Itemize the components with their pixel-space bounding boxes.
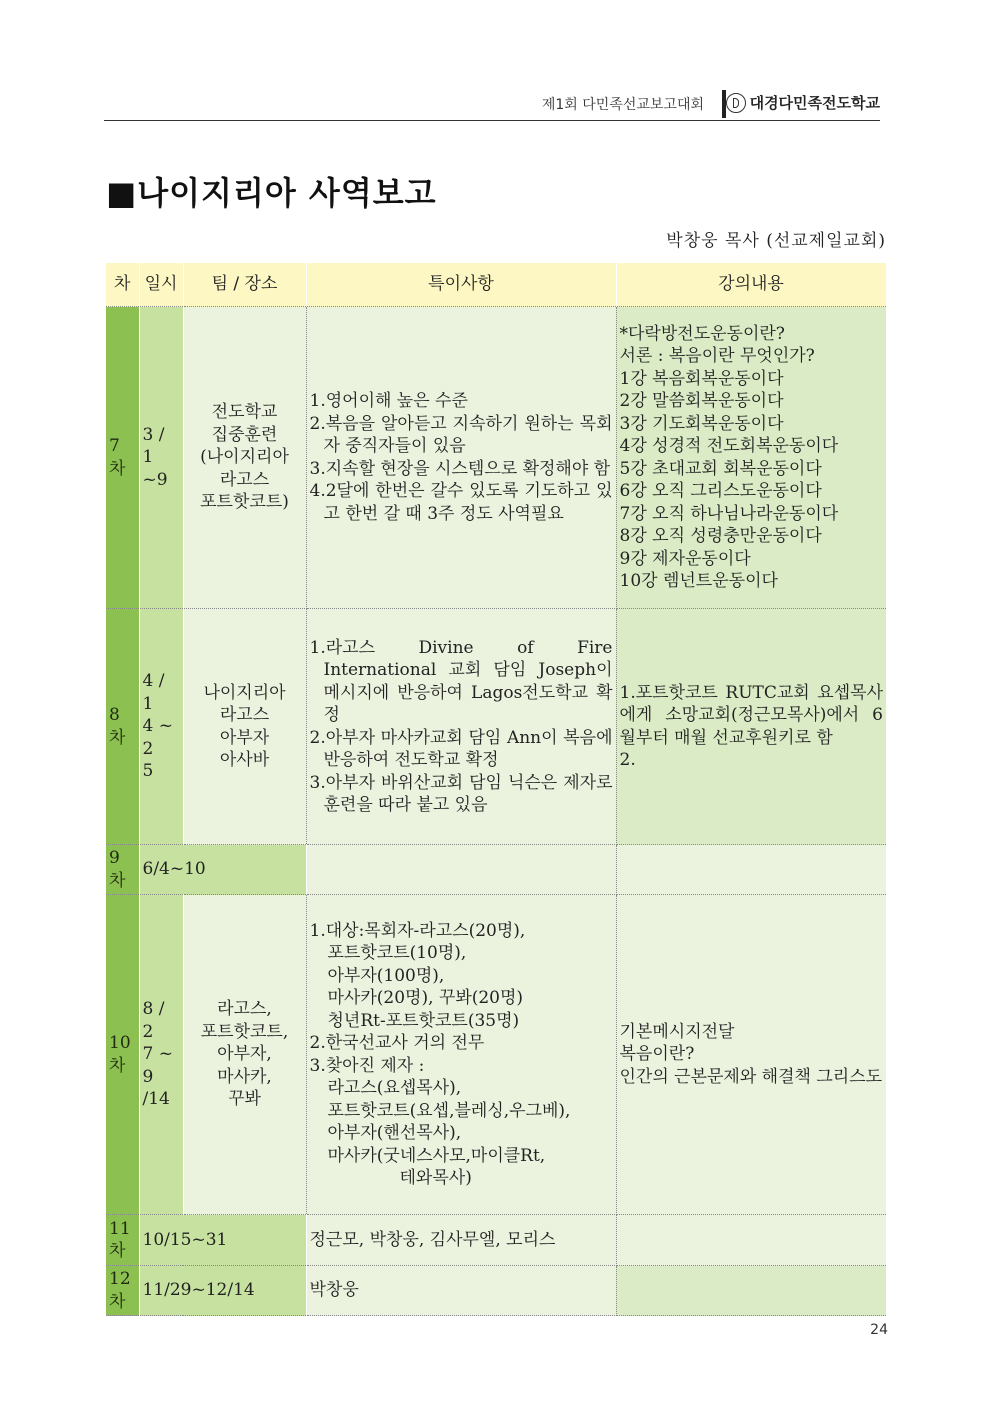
- header-round: 차: [106, 263, 139, 307]
- note-item: 3.찾아진 제자 :: [309, 1055, 425, 1076]
- text-line: (나이지리아: [200, 447, 289, 468]
- notes-cell: [306, 1266, 616, 1316]
- notes-cell: [306, 845, 616, 895]
- notes-cell: [306, 895, 616, 1215]
- school-name: 대경다민족전도학교: [749, 94, 880, 112]
- note-item: 2.아부자 마사카교회 담임 Ann이 복음에 반응하여 전도학교 확정: [309, 727, 613, 770]
- text-line: 차: [109, 1291, 126, 1312]
- lecture-item: 1.포트핫코트 RUTC교회 요셉목사에게 소망교회(정근모목사)에서 6월부터 매월 선교후원키로 함: [619, 682, 883, 748]
- lecture-item: 7강 오직 하나님나라운동이다: [619, 503, 839, 524]
- round-cell: [106, 895, 139, 1215]
- note-item: 마사카(20명), 꾸봐(20명): [327, 988, 524, 1008]
- text-line: 차: [109, 727, 126, 748]
- text-line: 8 / 2: [142, 999, 165, 1042]
- text-line: 11: [109, 1218, 131, 1239]
- header-team: 팀 / 장소: [183, 263, 306, 307]
- text-line: 꾸봐: [228, 1089, 261, 1110]
- text-line: 차: [109, 1055, 126, 1076]
- text-line: 포트핫코트,: [200, 1021, 289, 1042]
- note-item: 아부자(핸선목사),: [327, 1123, 462, 1143]
- lecture-item: 4강 성경적 전도회복운동이다: [619, 436, 839, 456]
- lecture-item: 인간의 근본문제와 해결책 그리스도: [619, 1066, 883, 1087]
- text-line: 차: [109, 458, 126, 479]
- note-item: 박창웅: [309, 1280, 359, 1301]
- team-cell: [183, 609, 306, 845]
- note-item: 4.2달에 한번은 갈수 있도록 기도하고 있고 한번 갈 때 3주 정도 사역필요: [309, 481, 613, 524]
- date-cell: [139, 895, 183, 1215]
- note-item: 청년Rt-포트핫코트(35명): [327, 1010, 520, 1031]
- team-cell: [183, 307, 306, 609]
- table-row: [106, 609, 886, 845]
- text-line: 11/29~12/14: [142, 1280, 255, 1301]
- text-line: 7: [109, 436, 120, 456]
- lecture-item: 2강 말씀회복운동이다: [619, 391, 784, 411]
- lecture-cell: [616, 1266, 886, 1316]
- lecture-item: 3강 기도회복운동이다: [619, 413, 784, 434]
- text-line: /14: [142, 1089, 170, 1110]
- text-line: 7 ~ 9: [142, 1044, 173, 1087]
- note-item: 1.영어이해 높은 수준: [309, 391, 468, 411]
- notes-cell: [306, 1215, 616, 1266]
- team-cell: [183, 895, 306, 1215]
- note-item: 마사카(굿네스사모,마이클Rt,: [327, 1145, 546, 1166]
- notes-cell: [306, 307, 616, 609]
- note-item: 3.지속할 현장을 시스템으로 확정해야 함: [309, 458, 611, 479]
- lecture-item: 9강 제자운동이다: [619, 548, 751, 569]
- text-line: 6/4~10: [142, 859, 206, 880]
- note-item: 아부자(100명),: [327, 965, 445, 986]
- text-line: 전도학교: [211, 402, 278, 423]
- note-item: 3.아부자 바위산교회 담임 닉슨은 제자로 훈련을 따라 붙고 있음: [309, 772, 613, 815]
- notes-cell: [306, 609, 616, 845]
- lecture-cell: [616, 845, 886, 895]
- table-row: [106, 307, 886, 609]
- page-number: 24: [870, 1322, 888, 1338]
- text-line: 라고스: [219, 705, 270, 725]
- text-line: 차: [109, 870, 126, 891]
- round-cell: [106, 1266, 139, 1316]
- text-line: 3 / 1: [142, 424, 165, 468]
- text-line: 아부자: [219, 727, 270, 748]
- report-table: [106, 263, 887, 1316]
- text-line: 포트핫코트): [200, 492, 289, 513]
- header-date: 일시: [139, 263, 183, 307]
- lecture-cell: [616, 609, 886, 845]
- text-line: 5: [142, 761, 154, 782]
- text-line: 12: [109, 1269, 131, 1289]
- lecture-item: 2.: [619, 750, 636, 770]
- text-line: 라고스: [219, 469, 270, 490]
- date-cell: [139, 609, 183, 845]
- text-line: 10/15~31: [142, 1229, 228, 1250]
- note-item: 포트핫코트(10명),: [327, 943, 467, 963]
- text-line: 9: [109, 848, 120, 868]
- lecture-cell: [616, 895, 886, 1215]
- text-line: ~9: [142, 469, 168, 490]
- note-item: 정근모, 박창웅, 김사무엘, 모리스: [309, 1229, 556, 1250]
- note-item: 2.한국선교사 거의 전무: [309, 1033, 485, 1053]
- page-header: [104, 86, 880, 121]
- text-line: 집중훈련: [211, 424, 278, 445]
- school-logo: [726, 92, 880, 113]
- table-row: [106, 895, 886, 1215]
- note-item: 포트핫코트(요셉,블레싱,우그베),: [327, 1100, 571, 1121]
- lecture-item: 기본메시지전달: [619, 1021, 735, 1042]
- round-cell: [106, 1215, 139, 1266]
- date-cell: [139, 307, 183, 609]
- text-line: 라고스,: [217, 999, 272, 1020]
- conference-title: 제1회 다민족선교보고대회: [541, 97, 704, 113]
- round-cell: [106, 609, 139, 845]
- lecture-item: *다락방전도운동이란?: [619, 323, 785, 344]
- header-notes: 특이사항: [306, 263, 616, 307]
- lecture-cell: [616, 1215, 886, 1266]
- logo-icon: [726, 93, 746, 113]
- text-line: 8: [109, 705, 120, 725]
- table-header-row: [106, 263, 886, 307]
- date-cell: [139, 1266, 306, 1316]
- lecture-item: 서론 : 복음이란 무엇인가?: [619, 346, 815, 366]
- note-item: 1.대상:목회자-라고스(20명),: [309, 920, 526, 941]
- lecture-item: 복음이란?: [619, 1044, 695, 1065]
- lecture-item: 10강 렘넌트운동이다: [619, 571, 778, 591]
- page-title: ■나이지리아 사역보고: [106, 174, 437, 212]
- lecture-item: 1강 복음회복운동이다: [619, 368, 784, 389]
- author-line: 박창웅 목사 (선교제일교회): [666, 231, 886, 251]
- table-row: [106, 845, 886, 895]
- table-row: [106, 1266, 886, 1316]
- note-item: 라고스(요셉목사),: [327, 1078, 462, 1098]
- text-line: 나이지리아: [203, 682, 286, 703]
- lecture-item: 5강 초대교회 회복운동이다: [619, 458, 822, 479]
- lecture-item: 6강 오직 그리스도운동이다: [619, 481, 822, 501]
- text-line: 10: [109, 1033, 131, 1053]
- date-cell: [139, 1215, 306, 1266]
- note-item: 테와목사): [399, 1168, 472, 1188]
- text-line: 아부자,: [217, 1044, 272, 1065]
- text-line: 아사바: [219, 750, 270, 770]
- header-lecture: 강의내용: [616, 263, 886, 307]
- table-row: [106, 1215, 886, 1266]
- date-cell: [139, 845, 306, 895]
- text-line: 차: [109, 1241, 126, 1261]
- lecture-item: 8강 오직 성령충만운동이다: [619, 526, 822, 546]
- round-cell: [106, 845, 139, 895]
- text-line: 4 ~ 2: [142, 716, 173, 759]
- note-item: 2.복음을 알아듣고 지속하기 원하는 목회자 중직자들이 있음: [309, 413, 613, 456]
- round-cell: [106, 307, 139, 609]
- note-item: 1.라고스 Divine of Fire International 교회 담임 Joseph이 메시지에 반응하여 Lagos전도학교 확정: [309, 637, 613, 725]
- lecture-cell: [616, 307, 886, 609]
- text-line: 4 / 1: [142, 671, 165, 714]
- text-line: 마사카,: [217, 1066, 272, 1087]
